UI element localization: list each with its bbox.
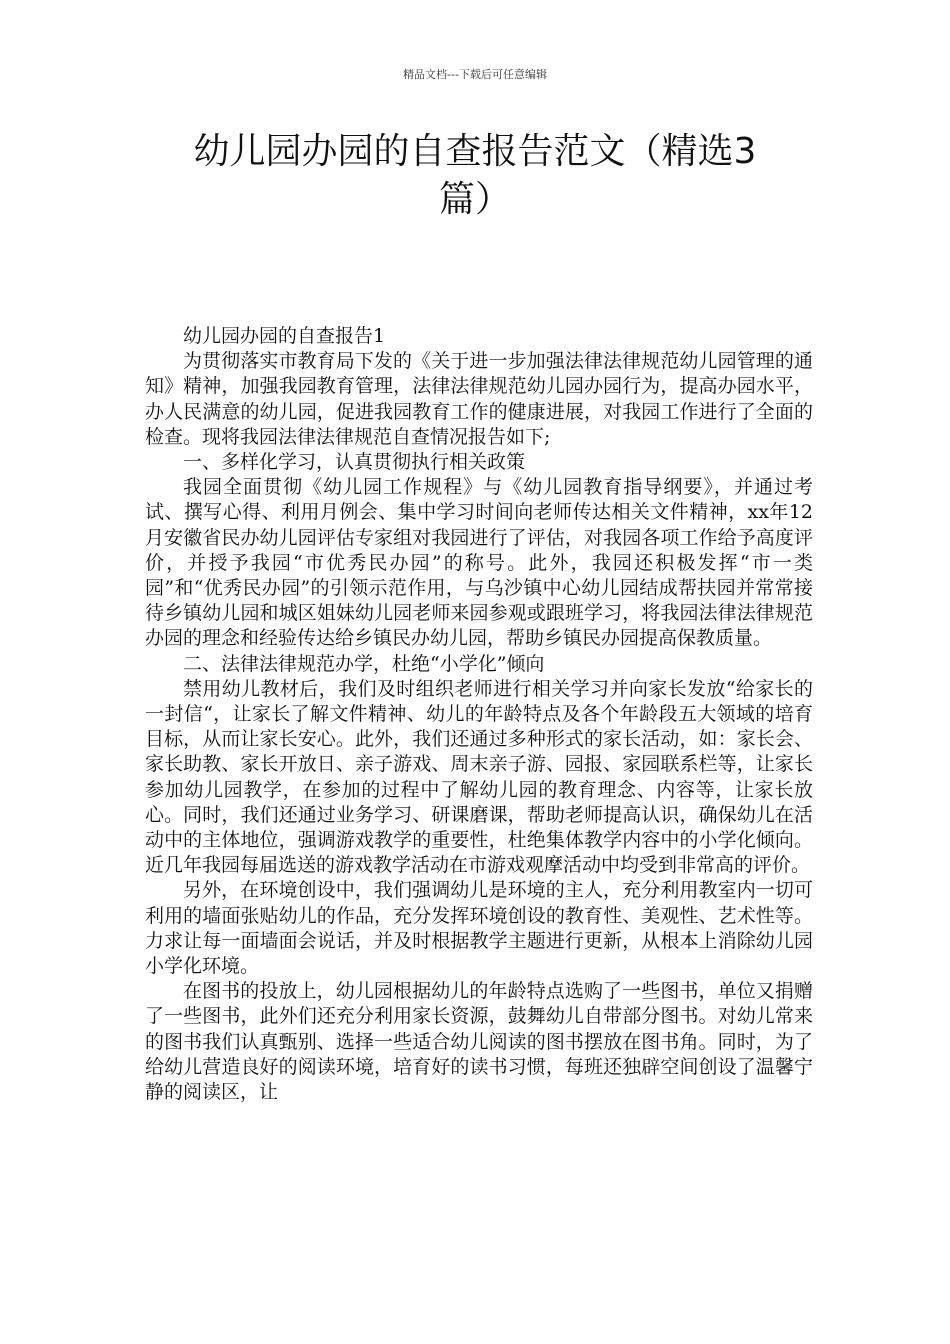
section-heading: 二、法律法律规范办学，杜绝“小学化”倾向	[183, 652, 545, 675]
paragraph: 在图书的投放上，幼儿园根据幼儿的年龄特点选购了一些图书，单位又捐赠了一些图书，此外们还充分利用家长资源，鼓舞幼儿自带部分图书。对幼儿常来的图书我们认真甄别、选择一些适合幼儿阅读的图书摆放在图书角。同时，为了给幼儿营造良好的阅读环境，培育好的读书习惯，每班还独辟空间创设了温馨宁静的阅读区，让	[145, 980, 813, 1104]
document-title	[140, 128, 810, 224]
paragraph: 为贯彻落实市教育局下发的《关于进一步加强法律法律规范幼儿园管理的通知》精神，加强我园教育管理，法律法律规范幼儿园办园行为，提高办园水平，办人民满意的幼儿园，促进我园教育工作的健康进展，对我园工作进行了全面的检查。现将我园法律法律规范自查情况报告如下;	[145, 350, 813, 448]
title-line-1: 幼儿园办园的自查报告范文（精选3	[193, 131, 757, 172]
paragraph: 禁用幼儿教材后，我们及时组织老师进行相关学习并向家长发放“给家长的一封信“，让家长了解文件精神、幼儿的年龄特点及各个年龄段五大领域的培育目标，从而让家长安心。此外，我们还通过多种形式的家长活动，如：家长会、家长助教、家长开放日、亲子游戏、周末亲子游、园报、家园联系栏等，让家长参加幼儿园教学，在参加的过程中了解幼儿园的教育理念、内容等，让家长放心。同时，我们还通过业务学习、研课磨课，帮助老师提高认识，确保幼儿在活动中的主体地位，强调游戏教学的重要性，杜绝集体教学内容中的小学化倾向。近几年我园每届选送的游戏教学活动在市游戏观摩活动中均受到非常高的评价。	[145, 677, 813, 877]
section-heading: 幼儿园办园的自查报告1	[183, 325, 386, 347]
title-line-2: 篇）	[438, 179, 511, 220]
section-heading: 一、多样化学习，认真贯彻执行相关政策	[183, 451, 526, 474]
document-body	[145, 324, 813, 1105]
paragraph: 另外，在环境创设中，我们强调幼儿是环境的主人，充分利用教室内一切可利用的墙面张贴幼儿的作品，充分发挥环境创设的教育性、美观性、艺术性等。力求让每一面墙面会说话，并及时根据教学主题进行更新，从根本上消除幼儿园小学化环境。	[145, 879, 813, 978]
header-note: 精品文档---下载后可任意编辑	[403, 68, 547, 81]
paragraph: 我园全面贯彻《幼儿园工作规程》与《幼儿园教育指导纲要》，并通过考试、撰写心得、利用月例会、集中学习时间向老师传达相关文件精神，xx年12月安徽省民办幼儿园评估专家组对我园进行了评估，对我园各项工作给予高度评价，并授予我园“市优秀民办园”的称号。此外，我园还积极发挥“市一类园”和“优秀民办园”的引领示范作用，与乌沙镇中心幼儿园结成帮扶园并常常接待乡镇幼儿园和城区姐妹幼儿园老师来园参观或跟班学习，将我园法律法律规范办园的理念和经验传达给乡镇民办幼儿园，帮助乡镇民办园提高保教质量。	[145, 476, 813, 650]
